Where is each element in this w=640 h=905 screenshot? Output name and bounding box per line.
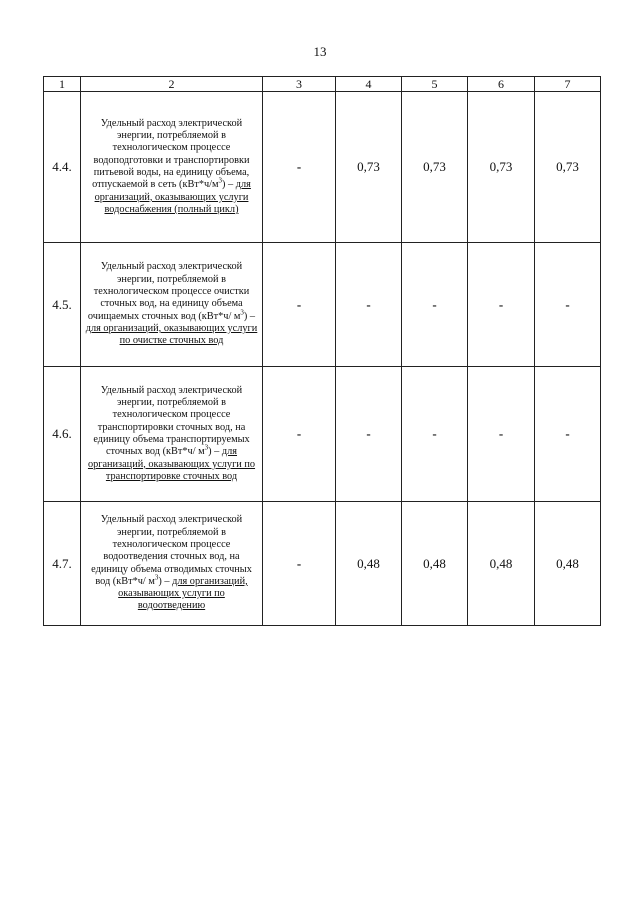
row-description: Удельный расход электрической энергии, потребляемой в технологическом процессе очистки сточных вод, на единицу объема очищаемых сточных вод (кВт*ч/ $м^3$) – для организаций, оказывающих услуги по очистке сточных вод xyxy=(81,243,263,367)
page-number: 13 xyxy=(313,44,327,59)
header-cell: 2 xyxy=(81,77,263,92)
value-cell: - xyxy=(535,243,601,367)
row-description: Удельный расход электрической энергии, потребляемой в технологическом процессе водоподготовки и транспортировки питьевой воды, на единицу объема, отпускаемой в сеть $(кВт*ч/м^3)$ – для организаций, оказывающих услуги водоснабжения (полный цикл) xyxy=(81,92,263,243)
value-cell: 0,73 xyxy=(468,92,535,243)
value-cell: 0,73 xyxy=(336,92,402,243)
header-cell: 1 xyxy=(44,77,81,92)
indicators-table xyxy=(43,76,601,626)
value-cell: - xyxy=(263,367,336,502)
table-row xyxy=(44,92,601,243)
row-number: 4.7. xyxy=(44,502,81,626)
value-cell: 0,48 xyxy=(402,502,468,626)
value-cell: - xyxy=(263,502,336,626)
row-description: Удельный расход электрической энергии, потребляемой в технологическом процессе водоотведения сточных вод, на единицу объема отводимых сточных вод (кВт*ч/ $м^3$) – для организаций, оказывающих услуги по водоотведению xyxy=(81,502,263,626)
header-cell: 5 xyxy=(402,77,468,92)
row-number: 4.5. xyxy=(44,243,81,367)
value-cell: - xyxy=(263,92,336,243)
value-cell: - xyxy=(263,243,336,367)
header-row xyxy=(44,77,601,92)
value-cell: 0,48 xyxy=(336,502,402,626)
value-cell: 0,48 xyxy=(535,502,601,626)
table-row xyxy=(44,367,601,502)
value-cell: - xyxy=(336,367,402,502)
header-cell: 6 xyxy=(468,77,535,92)
value-cell: - xyxy=(336,243,402,367)
row-number: 4.4. xyxy=(44,92,81,243)
value-cell: 0,73 xyxy=(535,92,601,243)
table-row xyxy=(44,243,601,367)
value-cell: - xyxy=(402,243,468,367)
value-cell: - xyxy=(468,243,535,367)
row-description: Удельный расход электрической энергии, потребляемой в технологическом процессе транспортировки сточных вод, на единицу объема транспортируемых сточных вод (кВт*ч/ $м^3$) – для организаций, оказывающих услуги по транспортировке сточных вод xyxy=(81,367,263,502)
header-cell: 3 xyxy=(263,77,336,92)
table-row xyxy=(44,502,601,626)
header-cell: 7 xyxy=(535,77,601,92)
row-number: 4.6. xyxy=(44,367,81,502)
value-cell: 0,48 xyxy=(468,502,535,626)
value-cell: - xyxy=(402,367,468,502)
header-cell: 4 xyxy=(336,77,402,92)
value-cell: - xyxy=(535,367,601,502)
value-cell: - xyxy=(468,367,535,502)
value-cell: 0,73 xyxy=(402,92,468,243)
